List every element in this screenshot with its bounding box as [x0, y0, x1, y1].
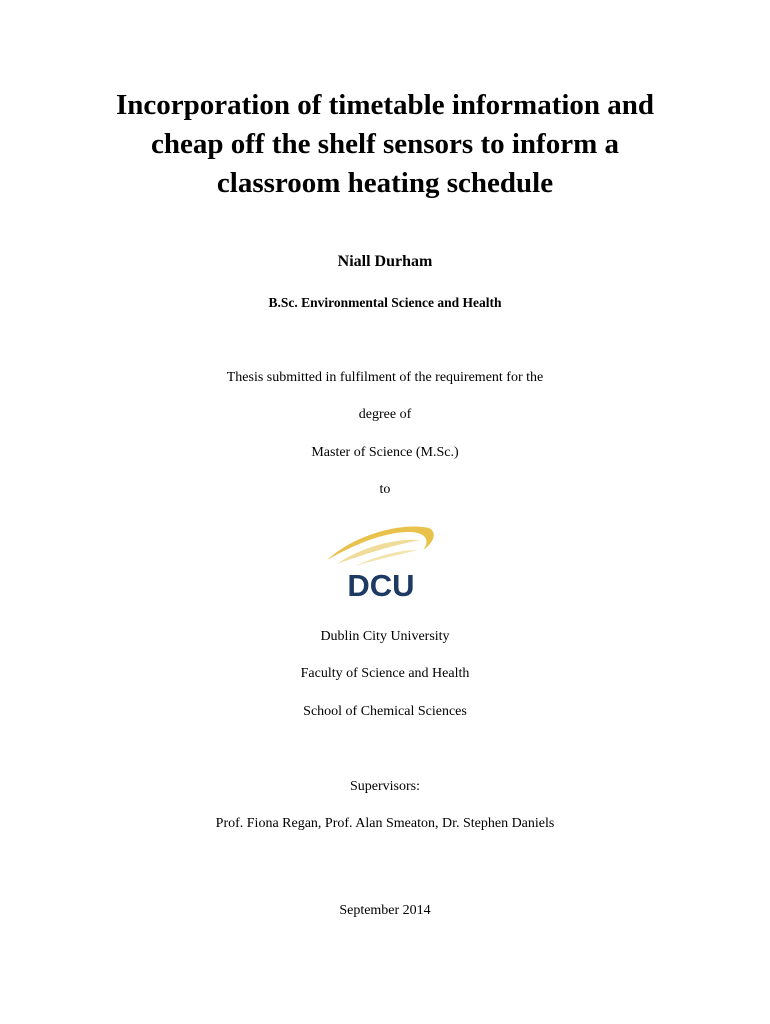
- dcu-swoosh-icon: [327, 526, 434, 566]
- dcu-logo: [325, 520, 437, 602]
- supervisors-label: Supervisors:: [350, 779, 420, 794]
- author-name: Niall Durham: [337, 253, 433, 270]
- degree-sought: Master of Science (M.Sc.): [311, 445, 459, 460]
- dcu-logo-text: DCU: [347, 568, 415, 602]
- school-name: School of Chemical Sciences: [303, 704, 467, 719]
- thesis-title-line-2: cheap off the shelf sensors to inform a: [151, 128, 619, 160]
- thesis-title: [60, 86, 710, 203]
- thesis-title-line-1: Incorporation of timetable information and: [115, 89, 655, 121]
- submission-statement-line-2: degree of: [358, 407, 412, 422]
- faculty-name: Faculty of Science and Health: [300, 666, 470, 681]
- submission-to: to: [379, 482, 391, 497]
- submission-date: September 2014: [339, 903, 431, 918]
- supervisors-names: Prof. Fiona Regan, Prof. Alan Smeaton, Dr. Stephen Daniels: [215, 816, 555, 831]
- submission-statement-line-1: Thesis submitted in fulfilment of the requirement for the: [226, 370, 544, 385]
- university-name: Dublin City University: [320, 629, 450, 644]
- previous-degree: B.Sc. Environmental Science and Health: [268, 295, 502, 310]
- thesis-title-line-3: classroom heating schedule: [216, 167, 554, 199]
